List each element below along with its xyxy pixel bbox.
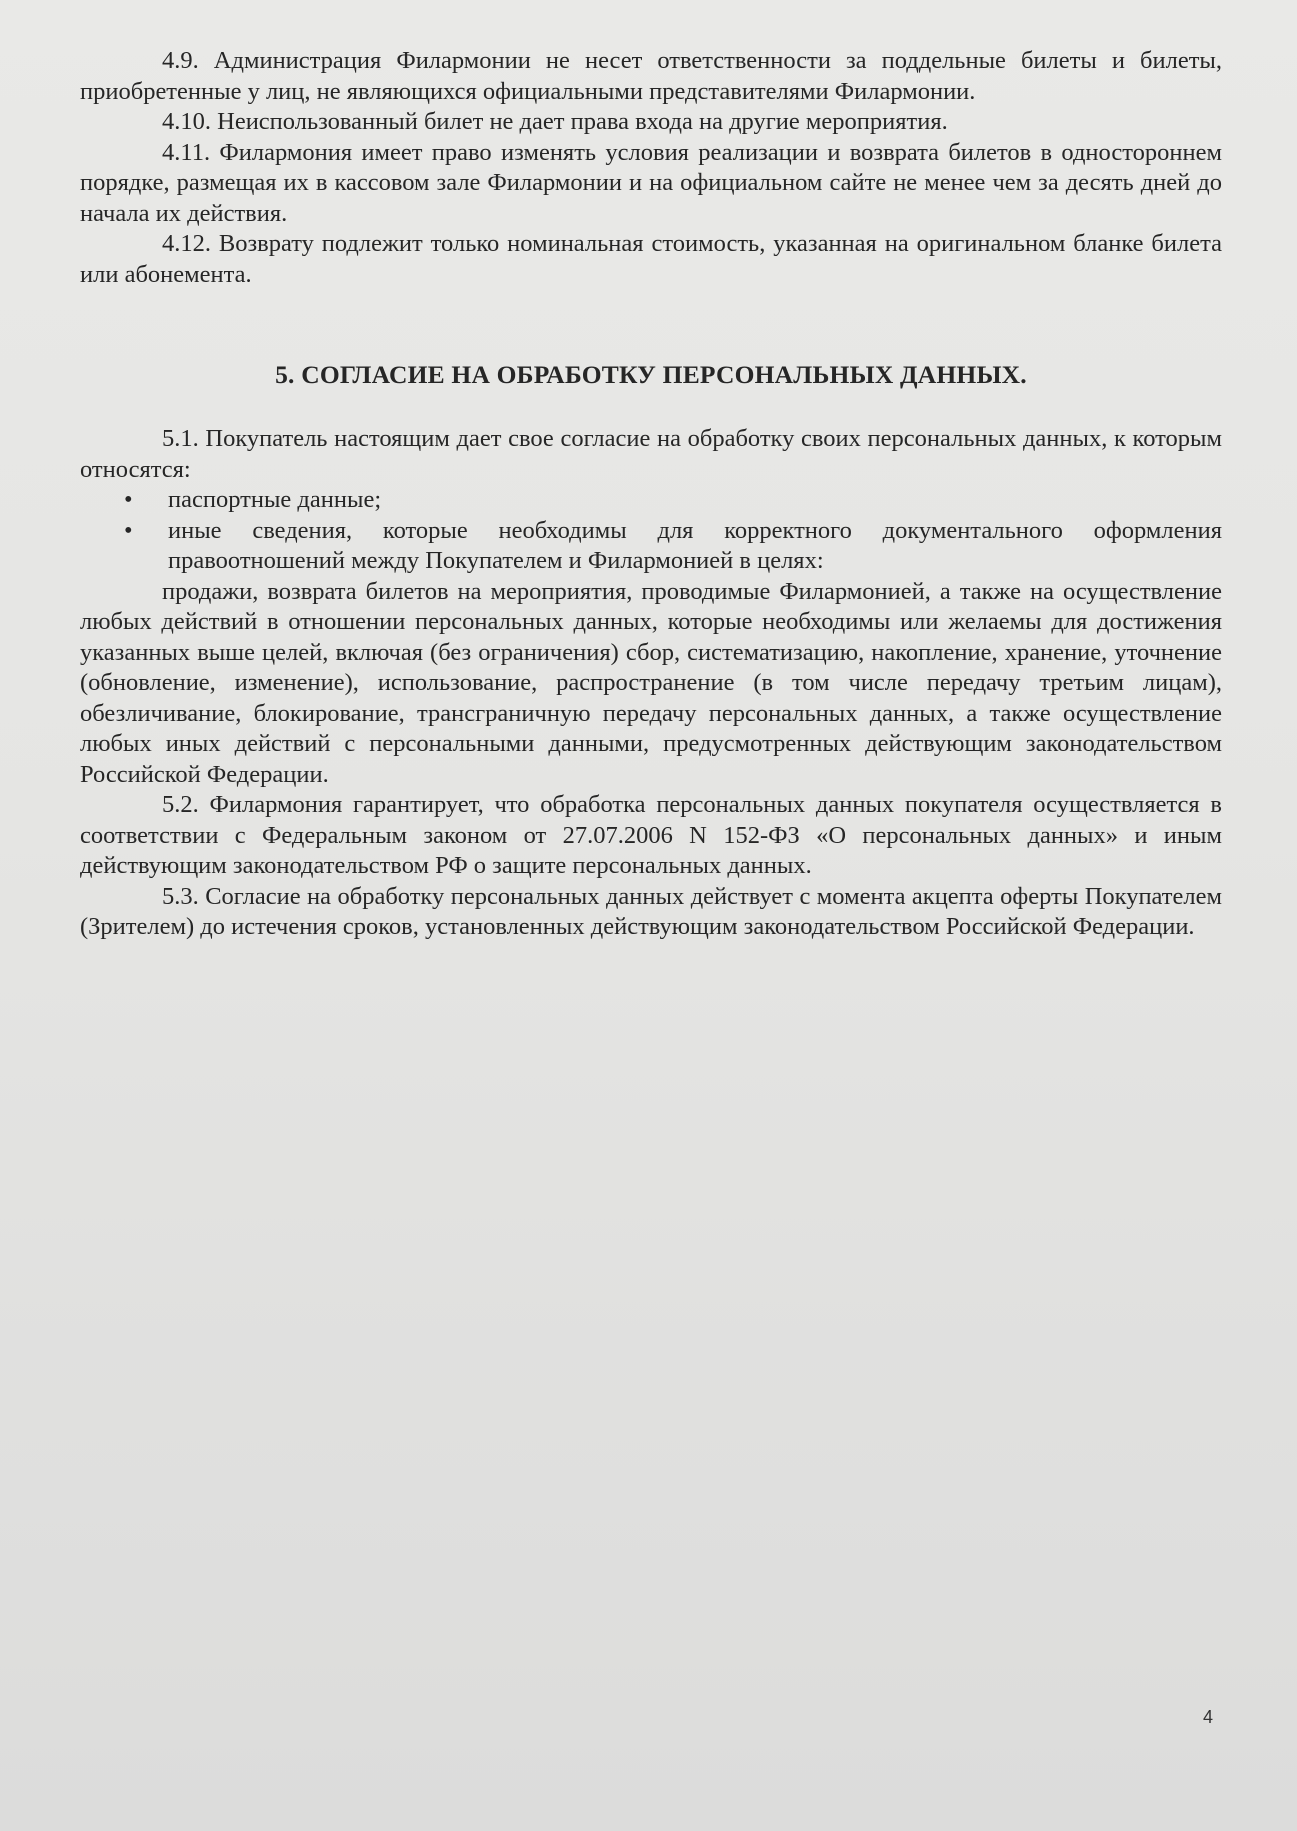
list-item bbox=[80, 516, 1222, 577]
page-number: 4 bbox=[1202, 1707, 1213, 1727]
clause-5-3: 5.3. Согласие на обработку персональных данных действует с момента акцепта оферты Покупателем (Зрителем) до истечения сроков, установленных действующим законодательством Российской Федерации. bbox=[80, 882, 1222, 940]
clause-4-12: 4.12. Возврату подлежит только номинальная стоимость, указанная на оригинальном бланке билета или абонемента. bbox=[80, 230, 1222, 288]
clause-4-10: 4.10. Неиспользованный билет не дает права входа на другие мероприятия. bbox=[162, 108, 948, 135]
section-5-body bbox=[80, 424, 1222, 943]
bullet-icon: • bbox=[124, 516, 133, 544]
section-4-continuation bbox=[80, 46, 1222, 290]
list-item bbox=[80, 485, 1222, 516]
bullet-icon: • bbox=[124, 486, 133, 513]
clause-4-11: 4.11. Филармония имеет право изменять условия реализации и возврата билетов в одностороннем порядке, размещая их в кассовом зале Филармонии и на официальном сайте не менее чем за десять дней до начала их действия. bbox=[80, 138, 1222, 227]
personal-data-list bbox=[80, 485, 1222, 577]
clause-4-9: 4.9. Администрация Филармонии не несет ответственности за поддельные билеты и билеты, приобретенные у лиц, не являющихся официальными представителями Филармонии. bbox=[80, 47, 1222, 105]
clause-5-2: 5.2. Филармония гарантирует, что обработка персональных данных покупателя осуществляется в соответствии с Федеральным законом от 27.07.2006 N 152-ФЗ «О персональных данных» и иным действующим законодательством РФ о защите персональных данных. bbox=[80, 791, 1222, 879]
section-5-heading: 5. СОГЛАСИЕ НА ОБРАБОТКУ ПЕРСОНАЛЬНЫХ ДАННЫХ. bbox=[275, 360, 1027, 389]
clause-5-1: 5.1. Покупатель настоящим дает свое согласие на обработку своих персональных данных, к которым относятся: bbox=[80, 425, 1222, 483]
list-item-text: паспортные данные; bbox=[168, 486, 382, 513]
clause-5-1-continuation: продажи, возврата билетов на мероприятия, проводимые Филармонией, а также на осуществление любых действий в отношении персональных данных, которые необходимы или желаемы для достижения указанных выше целей, включая (без ограничения) сбор, систематизацию, накопление, хранение, уточнение (обновление, изменение), использование, распространение (в том числе передачу третьим лицам), обезличивание, блокирование, трансграничную передачу персональных данных, а также осуществление любых иных действий с персональными данными, предусмотренных действующим законодательством Российской Федерации. bbox=[80, 577, 1222, 788]
list-item-text: иные сведения, которые необходимы для корректного документального оформления правоотношений между Покупателем и Филармонией в целях: bbox=[168, 516, 1222, 574]
